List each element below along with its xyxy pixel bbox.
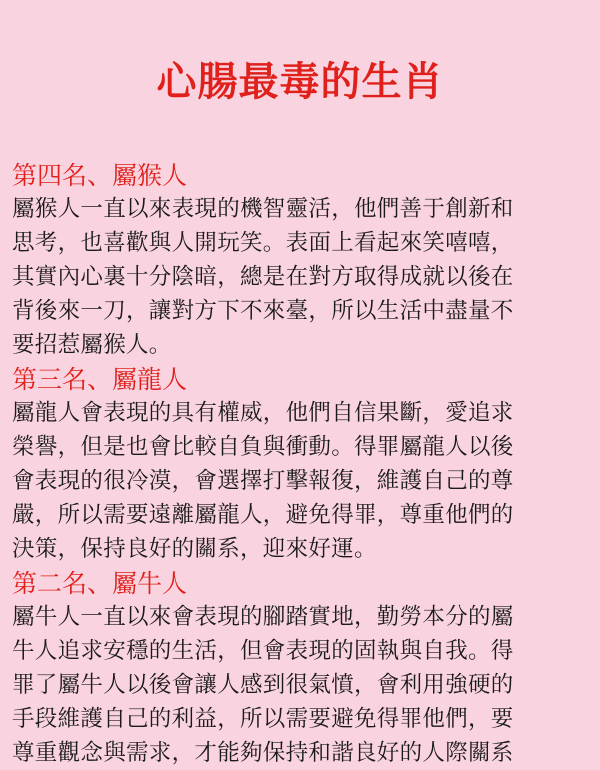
body-line: 其實內心裏十分陰暗，總是在對方取得成就以後在 bbox=[12, 264, 514, 290]
section-body bbox=[12, 192, 592, 362]
body-line: 會表現的很冷漠，會選擇打擊報復，維護自己的尊 bbox=[12, 468, 514, 494]
body-line: 屬猴人一直以來表現的機智靈活，他們善于創新和 bbox=[12, 196, 514, 222]
section-body bbox=[12, 600, 592, 770]
body-line: 罪了屬牛人以後會讓人感到很氣憤，會利用強硬的 bbox=[12, 672, 514, 698]
body-line: 手段維護自己的利益，所以需要避免得罪他們，要 bbox=[12, 706, 514, 732]
section-body bbox=[12, 396, 592, 566]
article-title: 心腸最毒的生肖 bbox=[156, 59, 444, 105]
section-rank-2 bbox=[12, 568, 592, 770]
body-line: 背後來一刀，讓對方下不來臺，所以生活中盡量不 bbox=[12, 298, 514, 324]
body-line: 決策，保持良好的關系，迎來好運。 bbox=[12, 536, 377, 562]
section-heading: 第四名、屬猴人 bbox=[12, 161, 188, 190]
section-rank-4 bbox=[12, 160, 592, 362]
body-line: 思考，也喜歡與人開玩笑。表面上看起來笑嘻嘻， bbox=[12, 230, 514, 256]
body-line: 屬龍人會表現的具有權威，他們自信果斷，愛追求 bbox=[12, 400, 514, 426]
body-line: 榮譽，但是也會比較自負與衝動。得罪屬龍人以後 bbox=[12, 434, 514, 460]
body-line: 屬牛人一直以來會表現的腳踏實地，勤勞本分的屬 bbox=[12, 604, 514, 630]
body-line: 要招惹屬猴人。 bbox=[12, 332, 172, 358]
body-line: 嚴，所以需要遠離屬龍人，避免得罪，尊重他們的 bbox=[12, 502, 514, 528]
section-heading: 第三名、屬龍人 bbox=[12, 365, 188, 394]
body-line: 牛人追求安穩的生活，但會表現的固執與自我。得 bbox=[12, 638, 514, 664]
section-rank-3 bbox=[12, 364, 592, 566]
section-heading: 第二名、屬牛人 bbox=[12, 569, 188, 598]
body-line: 尊重觀念與需求，才能夠保持和諧良好的人際關系 bbox=[12, 740, 514, 766]
